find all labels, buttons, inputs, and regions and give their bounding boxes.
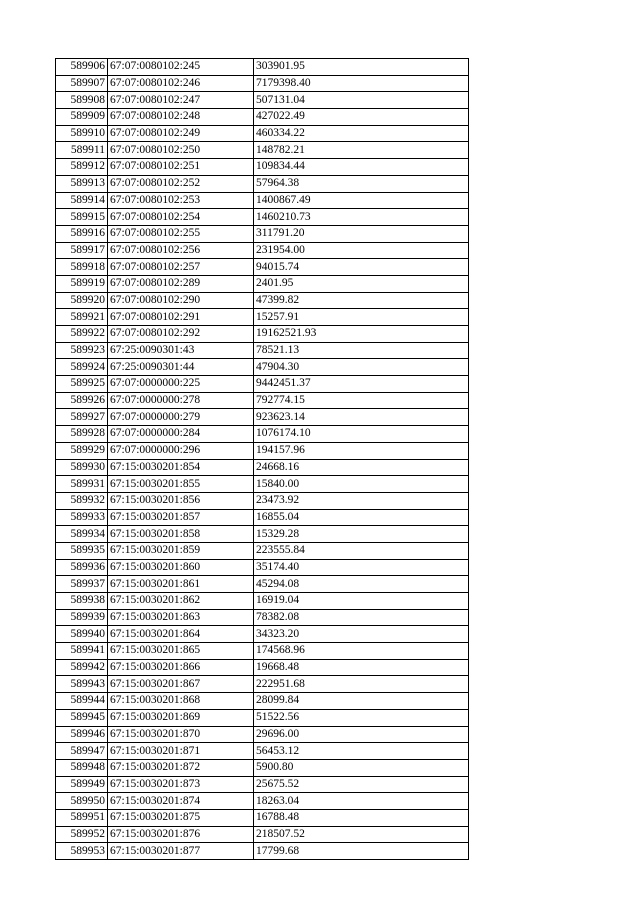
row-number-cell: 589929	[56, 442, 108, 459]
cadastral-number-cell: 67:15:0030201:858	[108, 526, 254, 543]
value-cell: 47399.82	[254, 292, 469, 309]
cadastral-number-cell: 67:15:0030201:856	[108, 492, 254, 509]
value-cell: 51522.56	[254, 709, 469, 726]
row-number-cell: 589906	[56, 59, 108, 76]
table-row	[56, 626, 469, 643]
row-number-cell: 589933	[56, 509, 108, 526]
cadastral-number-cell: 67:07:0080102:245	[108, 59, 254, 76]
row-number-cell: 589945	[56, 709, 108, 726]
row-number-cell: 589951	[56, 809, 108, 826]
cadastral-number-cell: 67:07:0080102:254	[108, 209, 254, 226]
cadastral-number-cell: 67:07:0080102:252	[108, 175, 254, 192]
value-cell: 45294.08	[254, 576, 469, 593]
value-cell: 23473.92	[254, 492, 469, 509]
table-row	[56, 709, 469, 726]
value-cell: 78521.13	[254, 342, 469, 359]
cadastral-number-cell: 67:07:0080102:247	[108, 92, 254, 109]
value-cell: 15329.28	[254, 526, 469, 543]
cadastral-number-cell: 67:15:0030201:867	[108, 676, 254, 693]
value-cell: 16788.48	[254, 809, 469, 826]
table-row	[56, 225, 469, 242]
cadastral-number-cell: 67:07:0080102:251	[108, 159, 254, 176]
value-cell: 17799.68	[254, 843, 469, 860]
value-cell: 28099.84	[254, 693, 469, 710]
row-number-cell: 589950	[56, 793, 108, 810]
table-row	[56, 426, 469, 443]
table-row	[56, 576, 469, 593]
table-row	[56, 676, 469, 693]
value-cell: 56453.12	[254, 743, 469, 760]
row-number-cell: 589934	[56, 526, 108, 543]
table-row	[56, 609, 469, 626]
row-number-cell: 589943	[56, 676, 108, 693]
row-number-cell: 589942	[56, 659, 108, 676]
cadastral-number-cell: 67:15:0030201:854	[108, 459, 254, 476]
value-cell: 1400867.49	[254, 192, 469, 209]
row-number-cell: 589928	[56, 426, 108, 443]
row-number-cell: 589936	[56, 559, 108, 576]
cadastral-number-cell: 67:15:0030201:857	[108, 509, 254, 526]
row-number-cell: 589949	[56, 776, 108, 793]
row-number-cell: 589908	[56, 92, 108, 109]
cadastral-number-cell: 67:15:0030201:869	[108, 709, 254, 726]
row-number-cell: 589915	[56, 209, 108, 226]
row-number-cell: 589921	[56, 309, 108, 326]
table-row	[56, 593, 469, 610]
row-number-cell: 589937	[56, 576, 108, 593]
table-row	[56, 693, 469, 710]
row-number-cell: 589926	[56, 392, 108, 409]
cadastral-number-cell: 67:15:0030201:872	[108, 759, 254, 776]
table-row	[56, 826, 469, 843]
table-row	[56, 776, 469, 793]
cadastral-number-cell: 67:15:0030201:862	[108, 593, 254, 610]
row-number-cell: 589953	[56, 843, 108, 860]
table-row	[56, 492, 469, 509]
table-row	[56, 793, 469, 810]
table-row	[56, 159, 469, 176]
cadastral-number-cell: 67:15:0030201:863	[108, 609, 254, 626]
cadastral-number-cell: 67:07:0080102:257	[108, 259, 254, 276]
table-row	[56, 259, 469, 276]
value-cell: 15840.00	[254, 476, 469, 493]
cadastral-number-cell: 67:15:0030201:864	[108, 626, 254, 643]
row-number-cell: 589912	[56, 159, 108, 176]
value-cell: 19162521.93	[254, 326, 469, 343]
cadastral-number-cell: 67:15:0030201:870	[108, 726, 254, 743]
cadastral-number-cell: 67:15:0030201:871	[108, 743, 254, 760]
cadastral-number-cell: 67:07:0080102:249	[108, 125, 254, 142]
table-row	[56, 125, 469, 142]
table-row	[56, 459, 469, 476]
value-cell: 19668.48	[254, 659, 469, 676]
cadastral-number-cell: 67:15:0030201:860	[108, 559, 254, 576]
value-cell: 109834.44	[254, 159, 469, 176]
value-cell: 35174.40	[254, 559, 469, 576]
row-number-cell: 589910	[56, 125, 108, 142]
value-cell: 148782.21	[254, 142, 469, 159]
row-number-cell: 589947	[56, 743, 108, 760]
cadastral-number-cell: 67:15:0030201:868	[108, 693, 254, 710]
value-cell: 218507.52	[254, 826, 469, 843]
table-row	[56, 359, 469, 376]
cadastral-number-cell: 67:15:0030201:866	[108, 659, 254, 676]
table-row	[56, 809, 469, 826]
table-body	[56, 59, 469, 860]
table-row	[56, 376, 469, 393]
row-number-cell: 589930	[56, 459, 108, 476]
value-cell: 57964.38	[254, 175, 469, 192]
value-cell: 222951.68	[254, 676, 469, 693]
cadastral-number-cell: 67:07:0080102:256	[108, 242, 254, 259]
value-cell: 1076174.10	[254, 426, 469, 443]
cadastral-number-cell: 67:15:0030201:859	[108, 542, 254, 559]
row-number-cell: 589909	[56, 109, 108, 126]
table-row	[56, 526, 469, 543]
value-cell: 5900.80	[254, 759, 469, 776]
cadastral-number-cell: 67:07:0000000:278	[108, 392, 254, 409]
table-row	[56, 476, 469, 493]
row-number-cell: 589919	[56, 275, 108, 292]
cadastral-number-cell: 67:25:0090301:43	[108, 342, 254, 359]
table-row	[56, 292, 469, 309]
value-cell: 18263.04	[254, 793, 469, 810]
row-number-cell: 589917	[56, 242, 108, 259]
table-row	[56, 392, 469, 409]
cadastral-number-cell: 67:07:0080102:290	[108, 292, 254, 309]
cadastral-number-cell: 67:15:0030201:865	[108, 643, 254, 660]
row-number-cell: 589922	[56, 326, 108, 343]
value-cell: 792774.15	[254, 392, 469, 409]
cadastral-number-cell: 67:15:0030201:876	[108, 826, 254, 843]
row-number-cell: 589911	[56, 142, 108, 159]
value-cell: 7179398.40	[254, 75, 469, 92]
table-row	[56, 509, 469, 526]
table-row	[56, 542, 469, 559]
value-cell: 78382.08	[254, 609, 469, 626]
value-cell: 25675.52	[254, 776, 469, 793]
cadastral-number-cell: 67:07:0080102:248	[108, 109, 254, 126]
table-row	[56, 75, 469, 92]
row-number-cell: 589932	[56, 492, 108, 509]
row-number-cell: 589920	[56, 292, 108, 309]
table-row	[56, 743, 469, 760]
table-row	[56, 442, 469, 459]
cadastral-number-cell: 67:07:0000000:225	[108, 376, 254, 393]
value-cell: 223555.84	[254, 542, 469, 559]
cadastral-number-cell: 67:07:0000000:279	[108, 409, 254, 426]
row-number-cell: 589927	[56, 409, 108, 426]
row-number-cell: 589914	[56, 192, 108, 209]
table-row	[56, 659, 469, 676]
cadastral-number-cell: 67:15:0030201:873	[108, 776, 254, 793]
row-number-cell: 589924	[56, 359, 108, 376]
value-cell: 34323.20	[254, 626, 469, 643]
table-row	[56, 309, 469, 326]
value-cell: 16855.04	[254, 509, 469, 526]
value-cell: 231954.00	[254, 242, 469, 259]
table-row	[56, 643, 469, 660]
value-cell: 507131.04	[254, 92, 469, 109]
value-cell: 15257.91	[254, 309, 469, 326]
table-row	[56, 559, 469, 576]
value-cell: 460334.22	[254, 125, 469, 142]
cadastral-number-cell: 67:15:0030201:861	[108, 576, 254, 593]
table-row	[56, 326, 469, 343]
value-cell: 303901.95	[254, 59, 469, 76]
row-number-cell: 589940	[56, 626, 108, 643]
table-row	[56, 843, 469, 860]
row-number-cell: 589946	[56, 726, 108, 743]
cadastral-number-cell: 67:07:0000000:296	[108, 442, 254, 459]
value-cell: 194157.96	[254, 442, 469, 459]
cadastral-number-cell: 67:07:0080102:246	[108, 75, 254, 92]
value-cell: 174568.96	[254, 643, 469, 660]
value-cell: 47904.30	[254, 359, 469, 376]
table-row	[56, 726, 469, 743]
table-row	[56, 142, 469, 159]
value-cell: 427022.49	[254, 109, 469, 126]
table-row	[56, 242, 469, 259]
row-number-cell: 589938	[56, 593, 108, 610]
table-row	[56, 759, 469, 776]
value-cell: 923623.14	[254, 409, 469, 426]
cadastral-number-cell: 67:07:0080102:292	[108, 326, 254, 343]
row-number-cell: 589952	[56, 826, 108, 843]
value-cell: 29696.00	[254, 726, 469, 743]
cadastral-number-cell: 67:15:0030201:877	[108, 843, 254, 860]
table-row	[56, 192, 469, 209]
row-number-cell: 589931	[56, 476, 108, 493]
row-number-cell: 589907	[56, 75, 108, 92]
cadastral-number-cell: 67:07:0000000:284	[108, 426, 254, 443]
table-row	[56, 109, 469, 126]
value-cell: 16919.04	[254, 593, 469, 610]
cadastral-number-cell: 67:25:0090301:44	[108, 359, 254, 376]
value-cell: 1460210.73	[254, 209, 469, 226]
table-row	[56, 59, 469, 76]
row-number-cell: 589923	[56, 342, 108, 359]
row-number-cell: 589925	[56, 376, 108, 393]
value-cell: 24668.16	[254, 459, 469, 476]
row-number-cell: 589916	[56, 225, 108, 242]
row-number-cell: 589935	[56, 542, 108, 559]
table-row	[56, 175, 469, 192]
cadastral-number-cell: 67:07:0080102:253	[108, 192, 254, 209]
row-number-cell: 589918	[56, 259, 108, 276]
cadastral-number-cell: 67:07:0080102:250	[108, 142, 254, 159]
table-row	[56, 209, 469, 226]
value-cell: 2401.95	[254, 275, 469, 292]
cadastral-number-cell: 67:07:0080102:289	[108, 275, 254, 292]
value-cell: 94015.74	[254, 259, 469, 276]
cadastral-value-table	[55, 58, 469, 860]
value-cell: 9442451.37	[254, 376, 469, 393]
table-row	[56, 92, 469, 109]
cadastral-number-cell: 67:07:0080102:291	[108, 309, 254, 326]
row-number-cell: 589939	[56, 609, 108, 626]
cadastral-number-cell: 67:07:0080102:255	[108, 225, 254, 242]
row-number-cell: 589944	[56, 693, 108, 710]
table-row	[56, 275, 469, 292]
table-row	[56, 342, 469, 359]
row-number-cell: 589948	[56, 759, 108, 776]
cadastral-number-cell: 67:15:0030201:855	[108, 476, 254, 493]
cadastral-number-cell: 67:15:0030201:875	[108, 809, 254, 826]
row-number-cell: 589941	[56, 643, 108, 660]
value-cell: 311791.20	[254, 225, 469, 242]
row-number-cell: 589913	[56, 175, 108, 192]
table-row	[56, 409, 469, 426]
cadastral-number-cell: 67:15:0030201:874	[108, 793, 254, 810]
